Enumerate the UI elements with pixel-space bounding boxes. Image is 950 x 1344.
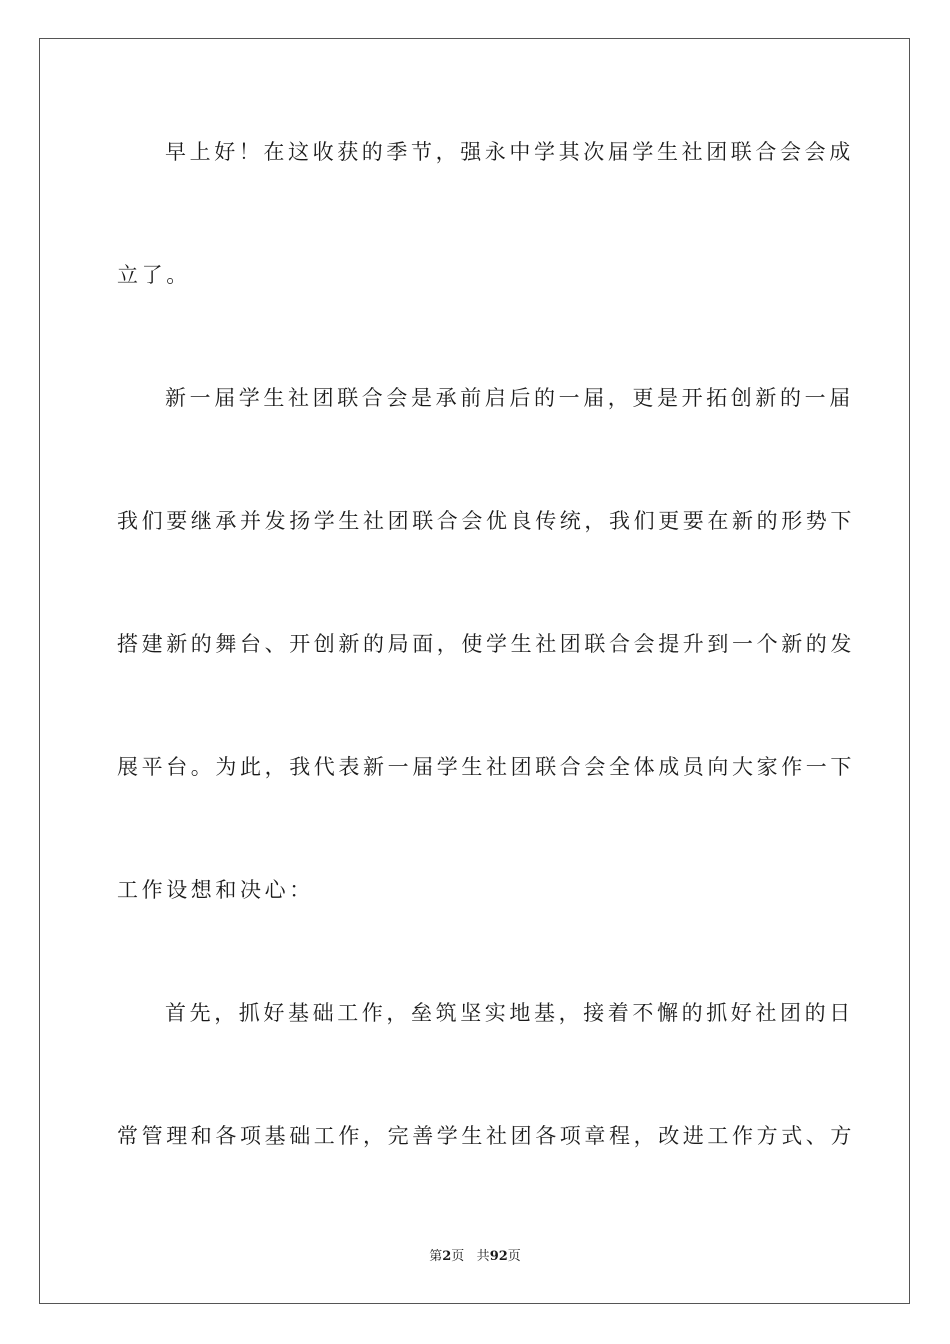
paragraph-2-line-1: 新一届学生社团联合会是承前启后的一届，更是开拓创新的一届 <box>165 386 854 410</box>
paragraph-3-line-2: 常管理和各项基础工作，完善学生社团各项章程，改进工作方式、方 <box>117 1124 855 1148</box>
page-footer <box>0 1248 950 1266</box>
paragraph-2-line-5: 工作设想和决心： <box>117 878 314 902</box>
paragraph-1-line-2: 立了。 <box>117 263 191 287</box>
page-border <box>39 38 910 1304</box>
paragraph-2-line-3: 搭建新的舞台、开创新的局面，使学生社团联合会提升到一个新的发 <box>117 632 855 656</box>
footer-page-number: 2 <box>442 1249 452 1264</box>
footer-page-suffix: 页 <box>451 1249 465 1264</box>
paragraph-2-line-2: 我们要继承并发扬学生社团联合会优良传统，我们更要在新的形势下 <box>117 509 855 533</box>
paragraph-2-line-4: 展平台。为此，我代表新一届学生社团联合会全体成员向大家作一下 <box>117 755 855 779</box>
footer-total-suffix: 页 <box>507 1249 521 1264</box>
paragraph-1-line-1: 早上好！在这收获的季节，强永中学其次届学生社团联合会会成 <box>165 140 854 164</box>
paragraph-3-line-1: 首先，抓好基础工作，垒筑坚实地基，接着不懈的抓好社团的日 <box>165 1001 854 1025</box>
footer-total-pages: 92 <box>489 1249 508 1264</box>
footer-page-prefix: 第 <box>429 1249 443 1264</box>
footer-total-prefix: 共 <box>476 1249 490 1264</box>
